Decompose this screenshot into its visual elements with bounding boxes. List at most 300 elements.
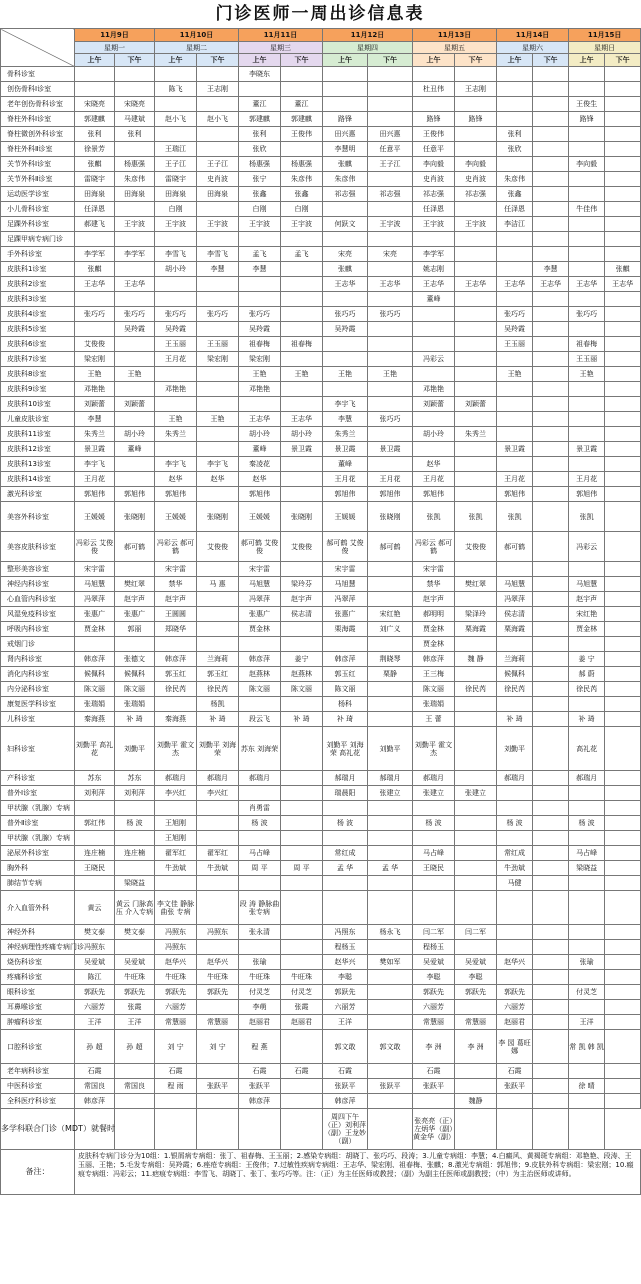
doctor-cell <box>533 925 569 940</box>
dept-cell: 关节外科Ⅰ诊室 <box>1 157 75 172</box>
doctor-cell <box>533 1094 569 1109</box>
doctor-cell <box>605 801 641 816</box>
doctor-cell <box>533 472 569 487</box>
doctor-cell <box>413 322 455 337</box>
doctor-cell <box>605 397 641 412</box>
doctor-cell <box>115 352 155 367</box>
doctor-cell <box>605 652 641 667</box>
doctor-cell <box>197 232 239 247</box>
doctor-cell: 白刚 <box>155 202 197 217</box>
date-header: 11月13日 <box>413 29 497 42</box>
doctor-cell: 李学军 <box>115 247 155 262</box>
table-row <box>1 1030 641 1064</box>
table-row <box>1 127 641 142</box>
doctor-cell: 郭玉红 <box>197 667 239 682</box>
doctor-cell: 景卫霞 <box>281 442 323 457</box>
doctor-cell: 张巧巧 <box>239 307 281 322</box>
doctor-cell: 郭跃先 <box>75 985 115 1000</box>
doctor-cell: 秦海燕 <box>75 712 115 727</box>
doctor-cell: 李文佳 静脉曲张 专病 <box>155 891 197 925</box>
pm-header: 下午 <box>115 54 155 67</box>
am-header: 上午 <box>75 54 115 67</box>
doctor-cell: 王月花 <box>569 472 605 487</box>
doctor-cell <box>155 697 197 712</box>
doctor-cell <box>533 622 569 637</box>
doctor-cell <box>455 727 497 771</box>
doctor-cell: 姜宁 <box>281 652 323 667</box>
doctor-cell: 魏 静 <box>455 652 497 667</box>
dept-cell: 整形美容诊室 <box>1 562 75 577</box>
doctor-cell <box>605 592 641 607</box>
doctor-cell: 赵宇声 <box>281 592 323 607</box>
doctor-cell <box>368 637 413 652</box>
doctor-cell <box>605 727 641 771</box>
table-row <box>1 187 641 202</box>
doctor-cell <box>413 801 455 816</box>
doctor-cell: 吴爱斌 <box>115 955 155 970</box>
doctor-cell: 杨 波 <box>239 816 281 831</box>
doctor-cell: 王志华 <box>239 412 281 427</box>
doctor-cell: 董峰 <box>413 292 455 307</box>
doctor-cell <box>569 697 605 712</box>
doctor-cell: 景卫霞 <box>75 442 115 457</box>
doctor-cell: 六丽芳 <box>75 1000 115 1015</box>
doctor-cell: 瑞晨阳 <box>323 786 368 801</box>
mdt-cell <box>497 1109 533 1150</box>
doctor-cell: 路锋 <box>413 112 455 127</box>
doctor-cell <box>413 891 455 925</box>
doctor-cell <box>533 697 569 712</box>
doctor-cell <box>455 202 497 217</box>
dept-cell: 戒烟门诊 <box>1 637 75 652</box>
doctor-cell: 石霞 <box>281 1064 323 1079</box>
table-row <box>1 502 641 532</box>
mdt-cell <box>155 1109 197 1150</box>
doctor-cell <box>368 1064 413 1079</box>
dept-cell: 眼科诊室 <box>1 985 75 1000</box>
doctor-cell <box>569 831 605 846</box>
doctor-cell: 王艳 <box>115 367 155 382</box>
table-row <box>1 667 641 682</box>
doctor-cell <box>533 97 569 112</box>
doctor-cell: 张巧巧 <box>155 307 197 322</box>
doctor-cell <box>197 637 239 652</box>
doctor-cell <box>533 367 569 382</box>
doctor-cell <box>455 667 497 682</box>
doctor-cell: 常红成 <box>323 846 368 861</box>
doctor-cell: 朱秀兰 <box>455 427 497 442</box>
doctor-cell: 郭旭伟 <box>323 487 368 502</box>
doctor-cell <box>533 592 569 607</box>
doctor-cell <box>281 697 323 712</box>
doctor-cell <box>455 846 497 861</box>
doctor-cell <box>497 67 533 82</box>
doctor-cell: 张利 <box>75 127 115 142</box>
dept-cell: 内分泌科诊室 <box>1 682 75 697</box>
doctor-cell <box>281 67 323 82</box>
doctor-cell <box>281 382 323 397</box>
doctor-cell: 石霞 <box>413 1064 455 1079</box>
date-header: 11月15日 <box>569 29 641 42</box>
doctor-cell <box>533 142 569 157</box>
doctor-cell: 祁志强 <box>413 187 455 202</box>
doctor-cell: 王 蕾 <box>413 712 455 727</box>
doctor-cell <box>455 637 497 652</box>
doctor-cell: 徐民芮 <box>455 682 497 697</box>
doctor-cell: 张巧巧 <box>323 307 368 322</box>
dept-cell: 老年病科诊室 <box>1 1064 75 1079</box>
doctor-cell: 宋红艳 <box>569 607 605 622</box>
doctor-cell <box>281 487 323 502</box>
doctor-cell <box>533 667 569 682</box>
table-row <box>1 412 641 427</box>
doctor-cell: 刘勤平 霍文杰 <box>413 727 455 771</box>
doctor-cell: 王志华 <box>569 277 605 292</box>
doctor-cell <box>533 112 569 127</box>
doctor-cell: 常慧丽 <box>155 1015 197 1030</box>
doctor-cell <box>605 831 641 846</box>
doctor-cell <box>605 1030 641 1064</box>
dept-cell: 运动医学诊室 <box>1 187 75 202</box>
doctor-cell: 白刚 <box>281 202 323 217</box>
doctor-cell: 赵华兴 <box>323 955 368 970</box>
doctor-cell: 六丽芳 <box>323 1000 368 1015</box>
doctor-cell <box>239 876 281 891</box>
doctor-cell: 郭旭伟 <box>368 487 413 502</box>
doctor-cell: 张鑫 <box>281 187 323 202</box>
doctor-cell <box>281 472 323 487</box>
doctor-cell: 马旭慧 <box>497 577 533 592</box>
doctor-cell: 任泽恩 <box>497 202 533 217</box>
doctor-cell: 王宇波 <box>368 217 413 232</box>
table-row <box>1 1094 641 1109</box>
doctor-cell <box>533 816 569 831</box>
doctor-cell: 侯志清 <box>281 607 323 622</box>
doctor-cell <box>569 172 605 187</box>
doctor-cell: 任泽恩 <box>75 202 115 217</box>
doctor-cell <box>605 786 641 801</box>
dept-cell: 皮肤科10诊室 <box>1 397 75 412</box>
doctor-cell <box>569 247 605 262</box>
doctor-cell: 常慧丽 <box>455 1015 497 1030</box>
doctor-cell: 刘颖蕾 <box>413 397 455 412</box>
doctor-cell: 任泽恩 <box>413 202 455 217</box>
doctor-cell <box>605 127 641 142</box>
doctor-cell <box>197 142 239 157</box>
doctor-cell <box>569 292 605 307</box>
doctor-cell <box>605 232 641 247</box>
doctor-cell: 韩彦萍 <box>75 1094 115 1109</box>
doctor-cell: 景卫霞 <box>323 442 368 457</box>
doctor-cell: 王圆圆 <box>155 607 197 622</box>
doctor-cell: 郭跃先 <box>115 985 155 1000</box>
doctor-cell <box>605 1015 641 1030</box>
doctor-cell: 王玉丽 <box>155 337 197 352</box>
doctor-cell: 陈文丽 <box>75 682 115 697</box>
doctor-cell <box>197 427 239 442</box>
doctor-cell: 郭文敢 <box>323 1030 368 1064</box>
doctor-cell <box>155 876 197 891</box>
doctor-cell: 路锋 <box>455 112 497 127</box>
doctor-cell: 张巧巧 <box>368 412 413 427</box>
doctor-cell <box>533 502 569 532</box>
dept-cell: 足踝外科诊室 <box>1 217 75 232</box>
table-row <box>1 831 641 846</box>
doctor-cell <box>569 891 605 925</box>
doctor-cell <box>323 891 368 925</box>
doctor-cell: 王月花 <box>497 472 533 487</box>
doctor-cell <box>605 82 641 97</box>
doctor-cell <box>455 816 497 831</box>
doctor-cell <box>455 861 497 876</box>
doctor-cell <box>605 1094 641 1109</box>
doctor-cell <box>115 1064 155 1079</box>
doctor-cell: 肖勇雷 <box>239 801 281 816</box>
doctor-cell: 朱秀兰 <box>75 427 115 442</box>
doctor-cell <box>281 955 323 970</box>
doctor-cell <box>197 831 239 846</box>
doctor-cell <box>197 397 239 412</box>
doctor-cell <box>605 412 641 427</box>
doctor-cell: 王俊伟 <box>281 127 323 142</box>
doctor-cell: 段云飞 <box>239 712 281 727</box>
doctor-cell: 杨 波 <box>413 816 455 831</box>
doctor-cell: 孟 华 <box>323 861 368 876</box>
doctor-cell: 韩彦萍 <box>323 1094 368 1109</box>
doctor-cell <box>533 427 569 442</box>
dept-cell: 神经内科诊室 <box>1 577 75 592</box>
doctor-cell: 刘勤平 刘海荣 高礼花 <box>323 727 368 771</box>
doctor-cell: 苏东 刘海荣 <box>239 727 281 771</box>
doctor-cell: 牛劲斌 <box>497 861 533 876</box>
doctor-cell: 王志华 <box>497 277 533 292</box>
doctor-cell <box>323 292 368 307</box>
doctor-cell: 李学军 <box>75 247 115 262</box>
doctor-cell <box>533 861 569 876</box>
doctor-cell <box>115 831 155 846</box>
doctor-cell: 徐民芮 <box>197 682 239 697</box>
am-header: 上午 <box>497 54 533 67</box>
doctor-cell: 赵华 <box>197 472 239 487</box>
doctor-cell <box>281 292 323 307</box>
doctor-cell: 牛旺珠 <box>115 970 155 985</box>
doctor-cell <box>605 97 641 112</box>
doctor-cell: 马占峰 <box>569 846 605 861</box>
doctor-cell <box>569 412 605 427</box>
doctor-cell <box>533 727 569 771</box>
doctor-cell <box>281 622 323 637</box>
doctor-cell <box>605 142 641 157</box>
doctor-cell <box>368 801 413 816</box>
doctor-cell: 闫二军 <box>455 925 497 940</box>
doctor-cell <box>368 592 413 607</box>
am-header: 上午 <box>155 54 197 67</box>
doctor-cell <box>533 801 569 816</box>
doctor-cell: 宋亮 <box>368 247 413 262</box>
doctor-cell: 姜 宁 <box>569 652 605 667</box>
doctor-cell: 郑晓华 <box>155 622 197 637</box>
doctor-cell: 牛旺珠 <box>239 970 281 985</box>
doctor-cell: 郭跃先 <box>155 985 197 1000</box>
doctor-cell <box>605 985 641 1000</box>
doctor-cell: 王晓民 <box>413 861 455 876</box>
doctor-cell: 梁宏刚 <box>197 352 239 367</box>
doctor-cell: 朱秀兰 <box>323 427 368 442</box>
doctor-cell: 赵宇声 <box>569 592 605 607</box>
doctor-cell: 张麒 <box>323 262 368 277</box>
doctor-cell <box>533 607 569 622</box>
doctor-cell <box>368 337 413 352</box>
doctor-cell: 马旭慧 <box>75 577 115 592</box>
doctor-cell <box>533 442 569 457</box>
dept-cell: 手外科诊室 <box>1 247 75 262</box>
doctor-cell <box>533 940 569 955</box>
doctor-cell: 祖春梅 <box>281 337 323 352</box>
doctor-cell: 郭跃先 <box>323 985 368 1000</box>
doctor-cell: 冯彩云 艾俊俊 <box>75 532 115 562</box>
date-header: 11月12日 <box>323 29 413 42</box>
doctor-cell <box>455 262 497 277</box>
doctor-cell <box>455 367 497 382</box>
doctor-cell: 郭建麒 <box>239 112 281 127</box>
doctor-cell <box>413 232 455 247</box>
table-row <box>1 337 641 352</box>
doctor-cell: 景卫霞 <box>497 442 533 457</box>
table-row <box>1 157 641 172</box>
doctor-cell: 王艳 <box>368 367 413 382</box>
doctor-cell <box>533 682 569 697</box>
doctor-cell: 张跃平 <box>239 1079 281 1094</box>
doctor-cell: 冯翠萍 <box>323 592 368 607</box>
mdt-cell <box>455 1109 497 1150</box>
doctor-cell <box>605 322 641 337</box>
dept-cell: 美容外科诊室 <box>1 502 75 532</box>
doctor-cell <box>569 1094 605 1109</box>
dept-cell: 美容皮肤科诊室 <box>1 532 75 562</box>
doctor-cell: 宋宇雷 <box>239 562 281 577</box>
doctor-cell: 杨科 <box>323 697 368 712</box>
doctor-cell: 补 琦 <box>569 712 605 727</box>
doctor-cell <box>281 1030 323 1064</box>
doctor-cell <box>413 831 455 846</box>
doctor-cell: 王宇波 <box>239 217 281 232</box>
doctor-cell <box>197 562 239 577</box>
doctor-cell: 郭建麒 <box>281 112 323 127</box>
doctor-cell: 冯彩云 郝可鹤 <box>155 532 197 562</box>
doctor-cell <box>115 202 155 217</box>
doctor-cell: 王旭刚 <box>155 816 197 831</box>
doctor-cell <box>323 352 368 367</box>
doctor-cell: 秦海燕 <box>155 712 197 727</box>
doctor-cell <box>569 1064 605 1079</box>
dept-cell: 皮肤科13诊室 <box>1 457 75 472</box>
dept-cell: 皮肤科8诊室 <box>1 367 75 382</box>
doctor-cell: 兰海莉 <box>197 652 239 667</box>
doctor-cell: 冯照东 <box>323 925 368 940</box>
doctor-cell <box>239 82 281 97</box>
doctor-cell: 杨 波 <box>497 816 533 831</box>
doctor-cell <box>155 232 197 247</box>
doctor-cell: 韩彦萍 <box>155 652 197 667</box>
doctor-cell <box>533 771 569 786</box>
doctor-cell <box>605 217 641 232</box>
doctor-cell <box>605 487 641 502</box>
doctor-cell: 张瑞娟 <box>413 697 455 712</box>
doctor-cell <box>323 202 368 217</box>
doctor-cell: 樊如军 <box>368 955 413 970</box>
doctor-cell: 吴羚霞 <box>497 322 533 337</box>
doctor-cell <box>413 412 455 427</box>
doctor-cell <box>197 607 239 622</box>
doctor-cell <box>533 307 569 322</box>
doctor-cell <box>605 292 641 307</box>
doctor-cell: 王洋 <box>323 1015 368 1030</box>
doctor-cell <box>533 352 569 367</box>
doctor-cell <box>569 970 605 985</box>
doctor-cell: 李聪 <box>323 970 368 985</box>
table-row <box>1 232 641 247</box>
doctor-cell <box>197 622 239 637</box>
doctor-cell: 王艳 <box>197 412 239 427</box>
doctor-cell: 史肖波 <box>197 172 239 187</box>
table-row <box>1 1079 641 1094</box>
doctor-cell <box>281 1094 323 1109</box>
dept-cell: 胸外科 <box>1 861 75 876</box>
doctor-cell: 王宇波 <box>455 217 497 232</box>
doctor-cell <box>605 846 641 861</box>
doctor-cell <box>455 247 497 262</box>
doctor-cell: 史肖波 <box>455 172 497 187</box>
doctor-cell: 郝可鹤 <box>497 532 533 562</box>
doctor-cell: 郭旭伟 <box>413 487 455 502</box>
doctor-cell: 马旭慧 <box>239 577 281 592</box>
doctor-cell: 王洋 <box>569 1015 605 1030</box>
doctor-cell <box>533 1064 569 1079</box>
dept-cell: 皮肤科2诊室 <box>1 277 75 292</box>
doctor-cell: 梁晓益 <box>569 861 605 876</box>
mdt-cell <box>115 1109 155 1150</box>
doctor-cell <box>115 67 155 82</box>
doctor-cell <box>239 831 281 846</box>
doctor-cell <box>197 277 239 292</box>
doctor-cell: 刘颖蕾 <box>115 397 155 412</box>
doctor-cell: 郝可鹤 艾俊俊 <box>323 532 368 562</box>
doctor-cell: 张惠广 <box>115 607 155 622</box>
doctor-cell <box>497 262 533 277</box>
doctor-cell: 程杨玉 <box>413 940 455 955</box>
doctor-cell: 杨惠强 <box>115 157 155 172</box>
doctor-cell: 石霞 <box>497 1064 533 1079</box>
doctor-cell: 董峰 <box>115 442 155 457</box>
doctor-cell: 景卫霞 <box>368 442 413 457</box>
doctor-cell: 张凯 <box>413 502 455 532</box>
dept-cell: 甲状腺（乳腺）专病 <box>1 831 75 846</box>
dept-cell: 甲状腺（乳腺）专病 <box>1 801 75 816</box>
doctor-cell: 郭旭伟 <box>155 487 197 502</box>
doctor-cell <box>497 562 533 577</box>
doctor-cell <box>497 82 533 97</box>
doctor-cell: 艾俊俊 <box>75 337 115 352</box>
doctor-cell: 赵丽君 <box>239 1015 281 1030</box>
doctor-cell: 韩彦萍 <box>75 652 115 667</box>
doctor-cell <box>368 292 413 307</box>
doctor-cell: 候佩科 <box>75 667 115 682</box>
doctor-cell: 牛劲斌 <box>155 861 197 876</box>
doctor-cell: 樊红翠 <box>115 577 155 592</box>
doctor-cell: 常国良 <box>115 1079 155 1094</box>
doctor-cell <box>368 397 413 412</box>
doctor-cell: 祁志强 <box>323 187 368 202</box>
